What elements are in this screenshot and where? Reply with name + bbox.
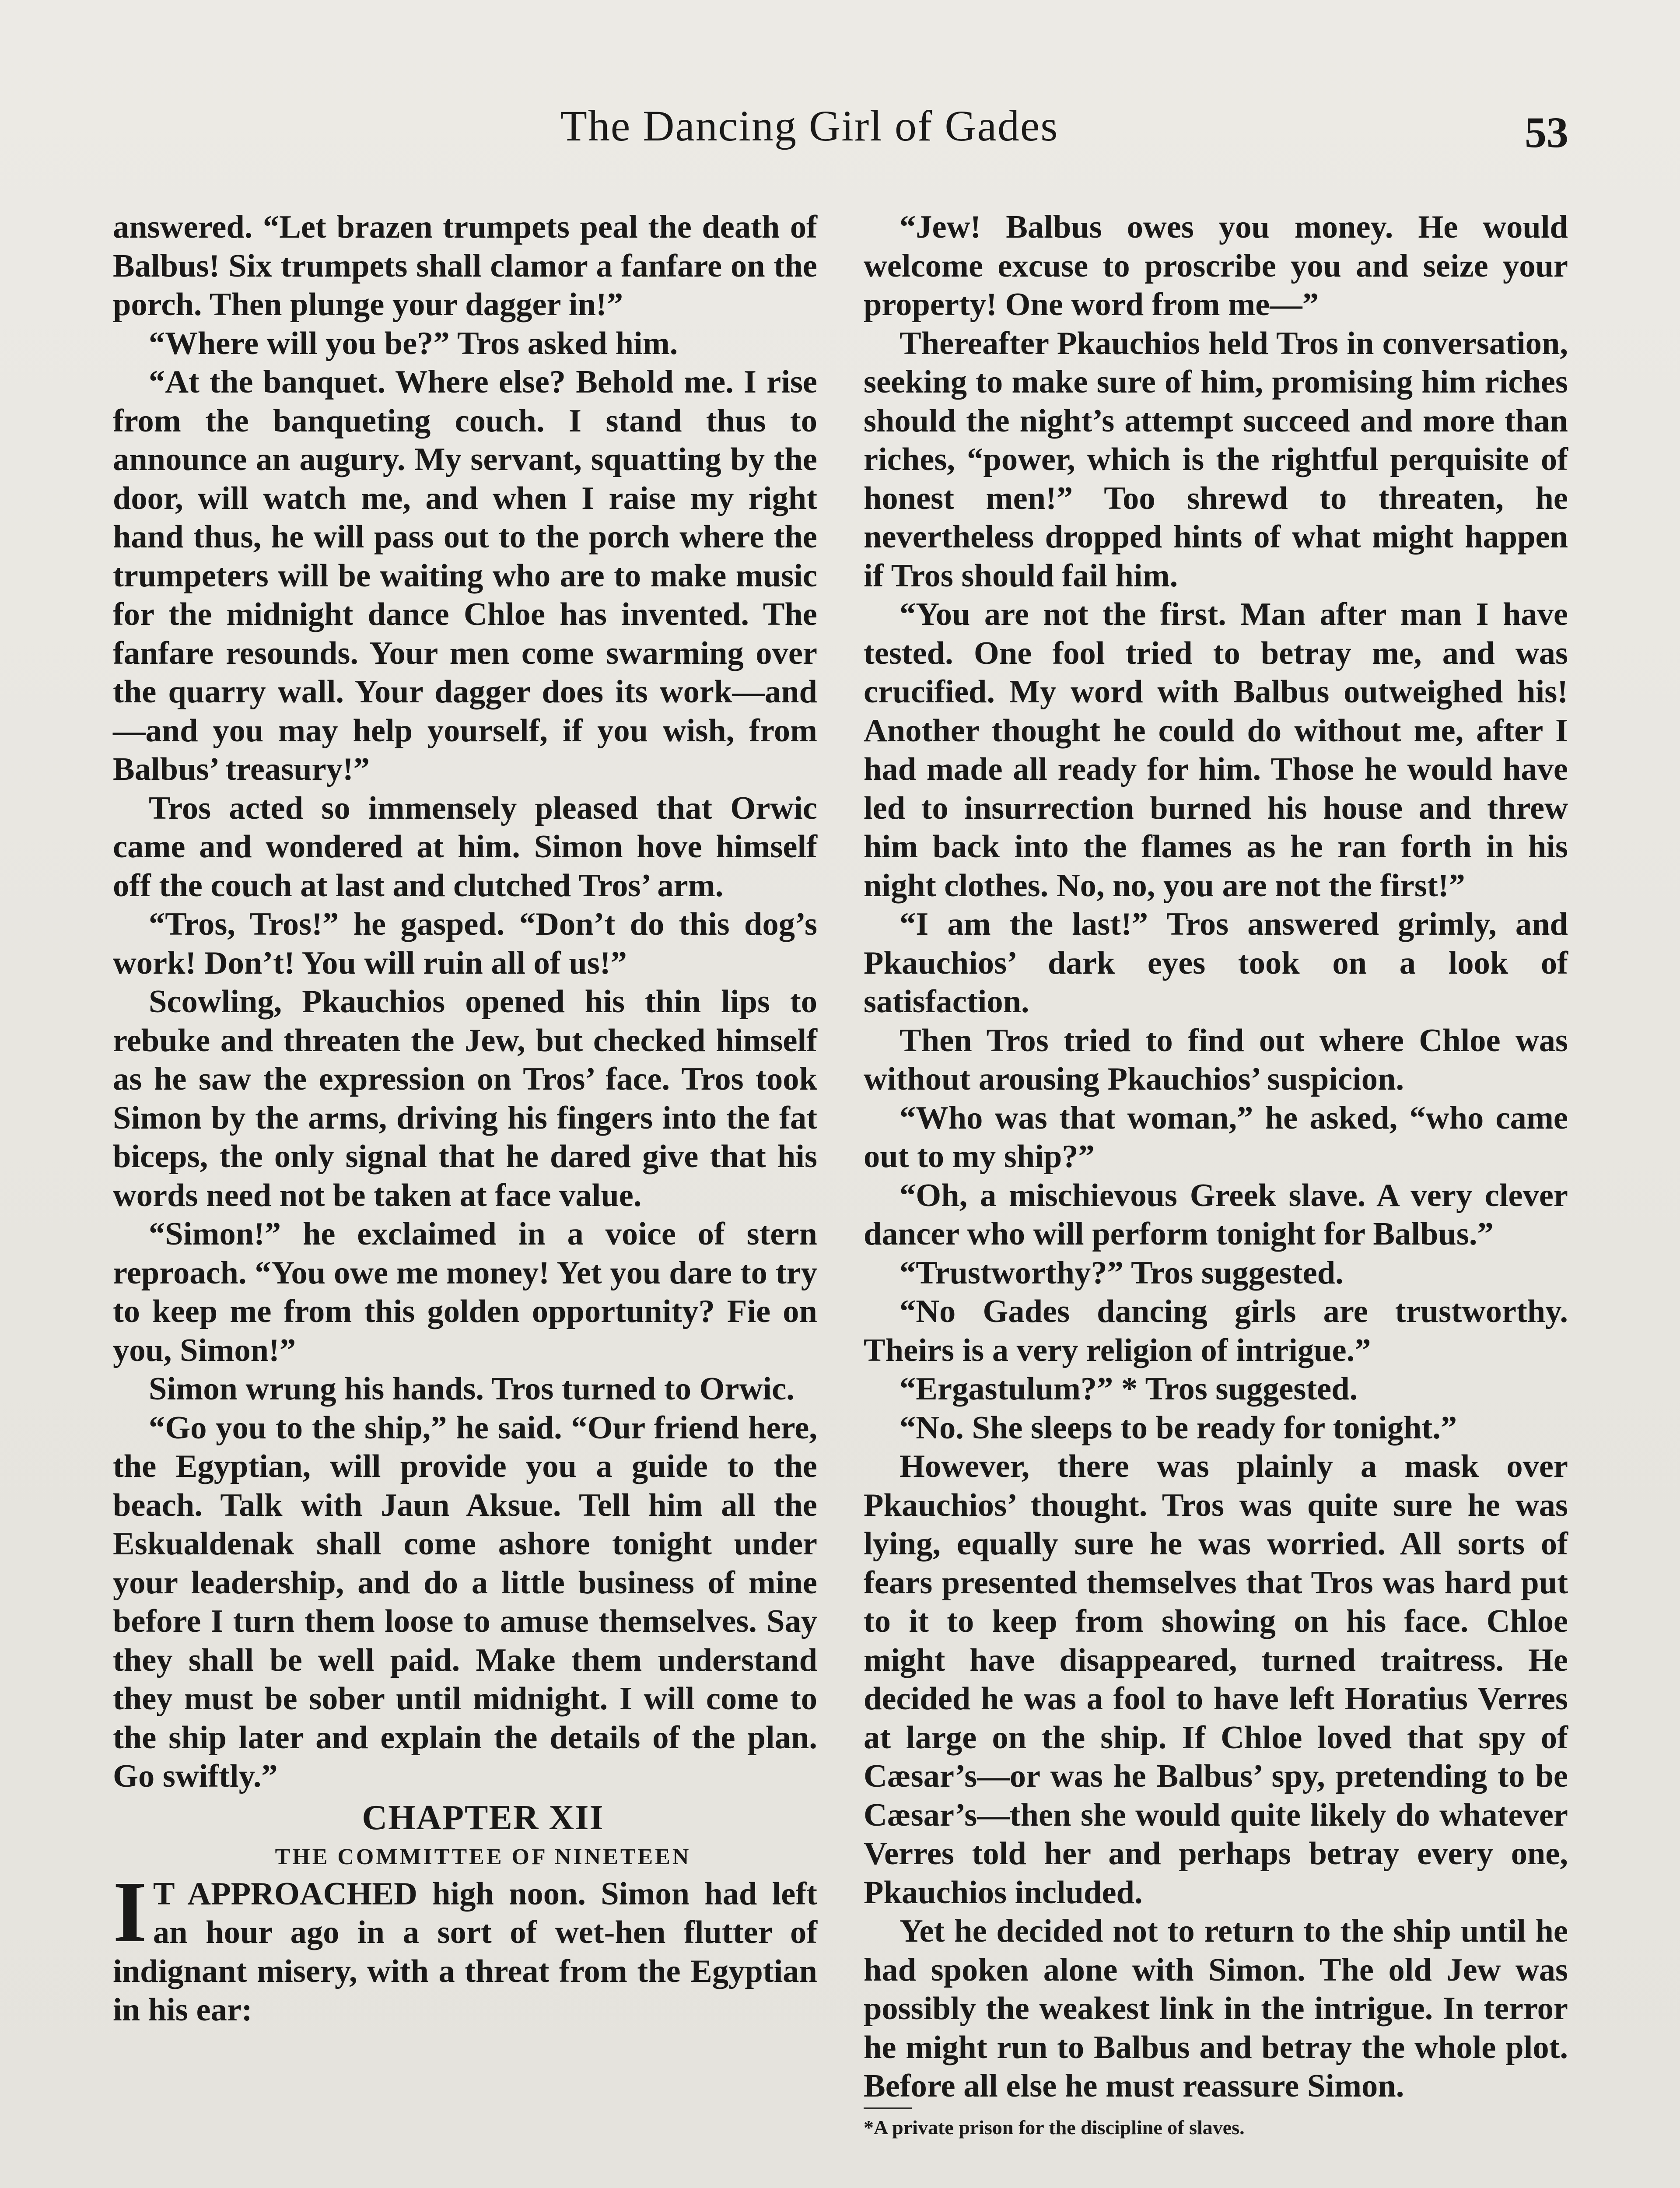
chapter-opening-paragraph — [113, 1863, 817, 2030]
paragraph: “Who was that woman,” he asked, “who came out to my ship?” — [864, 1100, 1568, 1175]
drop-cap: I — [113, 1863, 147, 1960]
chapter-title: CHAPTER XII — [362, 1798, 604, 1837]
paragraph: Simon wrung his hands. Tros turned to Orwic. — [149, 1371, 794, 1407]
footnote: *A private prison for the discipline of slaves. — [864, 2116, 1245, 2139]
paragraph: “Oh, a mischievous Greek slave. A very clever dancer who will perform tonight for Balbus.” — [864, 1177, 1568, 1252]
paragraph: “You are not the first. Man after man I have tested. One fool tried to betray me, and was crucified. My word with Balbus outweighed his! Another thought he could do without me, after I had made all ready for him. Those he would have led to insurrection burned his house and threw him back into the flames as he ran forth in his night clothes. No, no, you are not the first!” — [864, 596, 1568, 904]
paragraph: “No. She sleeps to be ready for tonight.” — [900, 1410, 1457, 1446]
paragraph: “No Gades dancing girls are trustworthy. Theirs is a very religion of intrigue.” — [864, 1294, 1568, 1368]
paragraph: “Ergastulum?” * Tros suggested. — [900, 1371, 1358, 1407]
paragraph: “I am the last!” Tros answered grimly, and Pkauchios’ dark eyes took on a look of satisfaction. — [864, 906, 1568, 1020]
paragraph: “At the banquet. Where else? Behold me. I rise from the banqueting couch. I stand thus to announce an augury. My servant, squatting by the door, will watch me, and when I raise my right hand thus, he will pass out to the porch where the trumpeters will be waiting who are to make music for the midnight dance Chloe has invented. The fanfare resounds. Your men come swarming over the quarry wall. Your dagger does its work—and—and you may help yourself, if you wish, from Balbus’ treasury!” — [113, 364, 817, 787]
right-column — [864, 208, 1568, 2141]
paragraph: “Trustworthy?” Tros suggested. — [900, 1255, 1344, 1291]
running-title: The Dancing Girl of Gades — [560, 102, 1059, 150]
paragraph: Then Tros tried to find out where Chloe was without arousing Pkauchios’ suspicion. — [864, 1022, 1568, 1097]
chapter-subtitle: THE COMMITTEE OF NINETEEN — [275, 1844, 691, 1869]
paragraph: answered. “Let brazen trumpets peal the death of Balbus! Six trumpets shall clamor a fanfare on the porch. Then plunge your dagger in!” — [113, 209, 817, 323]
page-number: 53 — [1525, 108, 1568, 157]
paragraph: Yet he decided not to return to the ship until he had spoken alone with Simon. The old Jew was possibly the weakest link in the intrigue. In terror he might run to Balbus and betray the whole plot. Before all else he must reassure Simon. — [864, 1913, 1568, 2104]
paragraph: Tros acted so immensely pleased that Orwic came and wondered at him. Simon hove himself off the couch at last and clutched Tros’ arm. — [113, 790, 817, 904]
paragraph: Thereafter Pkauchios held Tros in conversation, seeking to make sure of him, promising him riches should the night’s attempt succeed and more than riches, “power, which is the rightful perquisite of honest men!” Too shrewd to threaten, he nevertheless dropped hints of what might happen if Tros should fail him. — [864, 325, 1568, 594]
left-column — [113, 208, 817, 2030]
paragraph: “Go you to the ship,” he said. “Our friend here, the Egyptian, will provide you a guide to the beach. Talk with Jaun Aksue. Tell him all the Eskualdenak shall come ashore tonight under your leadership, and do a little business of mine before I turn them loose to amuse themselves. Say they shall be well paid. Make them understand they must be sober until midnight. I will come to the ship later and explain the details of the plan. Go swiftly.” — [113, 1410, 817, 1794]
paragraph: “Where will you be?” Tros asked him. — [149, 325, 678, 361]
paragraph: “Jew! Balbus owes you money. He would welcome excuse to proscribe you and seize your property! One word from me—” — [864, 209, 1568, 323]
paragraph: “Simon!” he exclaimed in a voice of stern reproach. “You owe me money! Yet you dare to try to keep me from this golden opportunity? Fie on you, Simon!” — [113, 1216, 817, 1368]
paragraph: However, there was plainly a mask over Pkauchios’ thought. Tros was quite sure he was lying, equally sure he was worried. All sorts of fears presented themselves that Tros was hard put to it to keep from showing on his face. Chloe might have disappeared, turned traitress. He decided he was a fool to have left Horatius Verres at large on the ship. If Chloe loved that spy of Cæsar’s—or was he Balbus’ spy, pretending to be Cæsar’s—then she would quite likely do whatever Verres told her and perhaps betray every one, Pkauchios included. — [864, 1448, 1568, 1911]
footnote-divider — [864, 2107, 912, 2109]
paragraph: Scowling, Pkauchios opened his thin lips to rebuke and threaten the Jew, but checked himself as he saw the expression on Tros’ face. Tros took Simon by the arms, driving his fingers into the fat biceps, the only signal that he dared give that his words need not be taken at face value. — [113, 984, 817, 1213]
paragraph: “Tros, Tros!” he gasped. “Don’t do this dog’s work! Don’t! You will ruin all of us!” — [113, 906, 817, 981]
opening-text: T APPROACHED high noon. Simon had left an hour ago in a sort of wet-hen flutter of indignant misery, with a threat from the Egyptian in his ear: — [113, 1876, 817, 2028]
